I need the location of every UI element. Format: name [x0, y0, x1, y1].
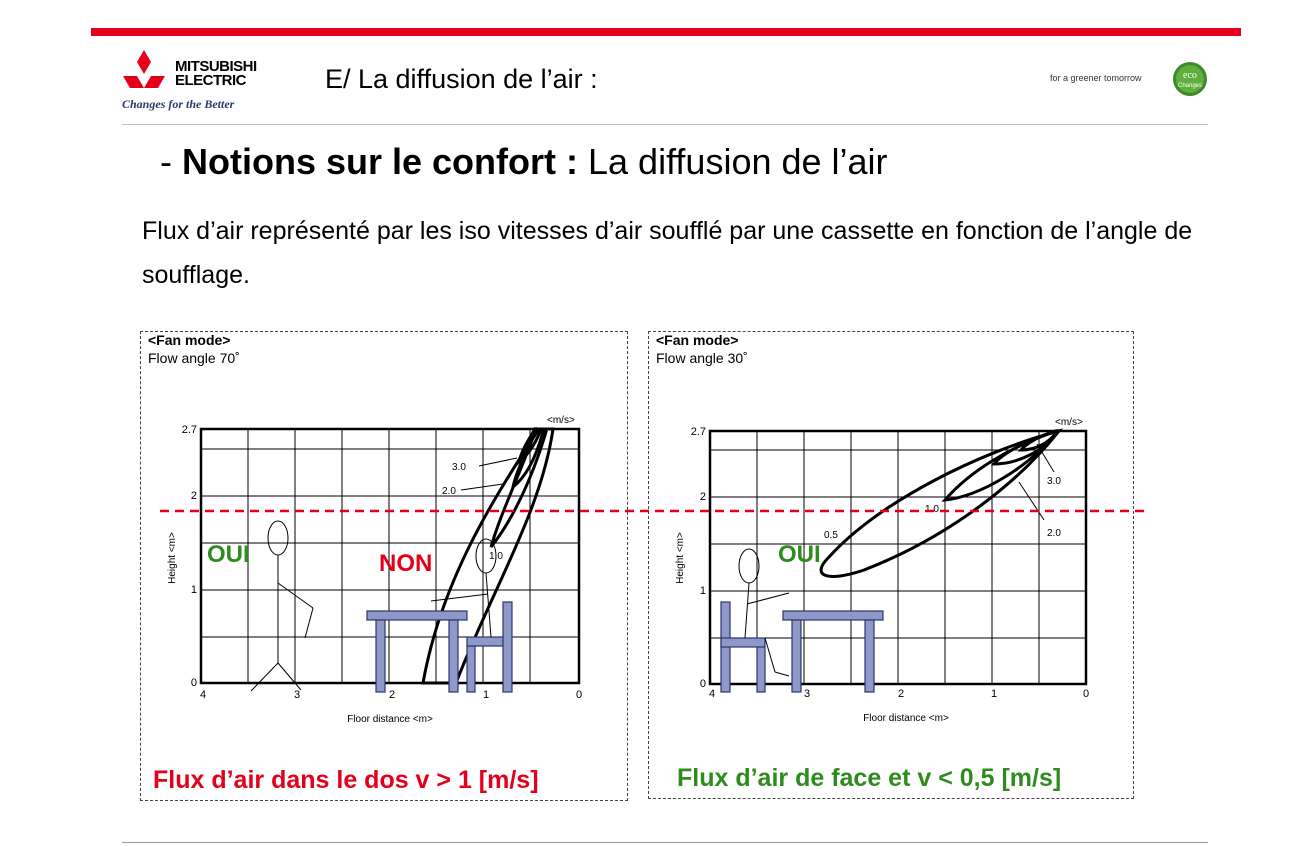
panel-mode-label: <Fan mode>	[148, 332, 231, 348]
iso-label-05: 0.5	[824, 530, 838, 541]
header-divider	[122, 124, 1208, 125]
x-tick-label: 3	[293, 689, 301, 701]
x-tick-label: 3	[803, 688, 811, 700]
x-tick-label: 0	[575, 689, 583, 701]
seated-person-icon	[431, 539, 496, 637]
x-tick-label: 4	[199, 689, 207, 701]
page-title: - Notions sur le confort : La diffusion de l’air	[160, 141, 888, 182]
stick-person-icon	[251, 521, 313, 691]
panel-caption: Flux d’air dans le dos v > 1 [m/s]	[153, 766, 539, 794]
y-tick-label: 1	[190, 584, 197, 596]
y-axis-label: Height <m>	[167, 532, 178, 584]
y-tick-label: 2.7	[690, 426, 706, 438]
oui-label: OUI	[778, 541, 821, 568]
y-tick-label: 2	[190, 490, 197, 502]
unit-label: <m/s>	[547, 415, 575, 426]
non-label: NON	[379, 550, 433, 577]
x-tick-label: 1	[990, 688, 998, 700]
comfort-height-dashed-line	[160, 505, 1150, 517]
header-title: E/ La diffusion de l’air :	[325, 64, 598, 94]
unit-label: <m/s>	[1055, 417, 1083, 428]
top-accent-bar	[91, 28, 1241, 36]
x-tick-label: 0	[1082, 688, 1090, 700]
svg-text:eco: eco	[1183, 70, 1197, 81]
iso-label-2: 2.0	[1047, 528, 1061, 539]
iso-label-1: 1.0	[925, 504, 939, 515]
greener-tagline: for a greener tomorrow	[1050, 73, 1142, 83]
y-tick-label: 1	[699, 585, 706, 597]
airflow-diagram-30	[649, 332, 1135, 800]
panel-mode-label: <Fan mode>	[656, 332, 739, 348]
x-axis-label: Floor distance <m>	[347, 714, 433, 725]
x-axis-label: Floor distance <m>	[863, 713, 949, 724]
y-tick-label: 2.7	[181, 424, 197, 436]
iso-label-1: 1.0	[489, 551, 503, 562]
x-tick-label: 1	[482, 689, 490, 701]
y-tick-label: 0	[699, 678, 706, 690]
panel-caption: Flux d’air de face et v < 0,5 [m/s]	[677, 764, 1062, 792]
table-icon	[367, 611, 467, 692]
y-tick-label: 0	[190, 677, 197, 689]
x-tick-label: 2	[388, 689, 396, 701]
eco-changes-logo-icon	[1172, 61, 1208, 97]
svg-text:Changes: Changes	[1177, 83, 1203, 89]
airflow-diagram-70	[141, 332, 629, 802]
panel-flow-angle-30	[648, 331, 1134, 799]
chair-icon	[721, 602, 765, 692]
iso-label-2: 2.0	[442, 486, 456, 497]
y-tick-label: 2	[699, 491, 706, 503]
x-tick-label: 4	[708, 688, 716, 700]
footer-divider	[122, 842, 1208, 843]
brand-name: MITSUBISHI ELECTRIC	[175, 58, 257, 89]
table-icon	[783, 611, 883, 692]
iso-label-3: 3.0	[452, 462, 466, 473]
iso-label-3: 3.0	[1047, 476, 1061, 487]
y-axis-label: Height <m>	[675, 532, 686, 584]
iso-velocity-contours	[821, 431, 1059, 576]
oui-label: OUI	[207, 541, 250, 568]
intro-text: Flux d’air représenté par les iso vitesses d’air soufflé par une cassette en fonction de l’angle de soufflage.	[142, 217, 1193, 289]
panel-angle-label: Flow angle 70˚	[148, 350, 240, 366]
panel-flow-angle-70	[140, 331, 628, 801]
brand-tagline: Changes for the Better	[122, 97, 235, 111]
panel-angle-label: Flow angle 30˚	[656, 350, 748, 366]
x-tick-label: 2	[897, 688, 905, 700]
